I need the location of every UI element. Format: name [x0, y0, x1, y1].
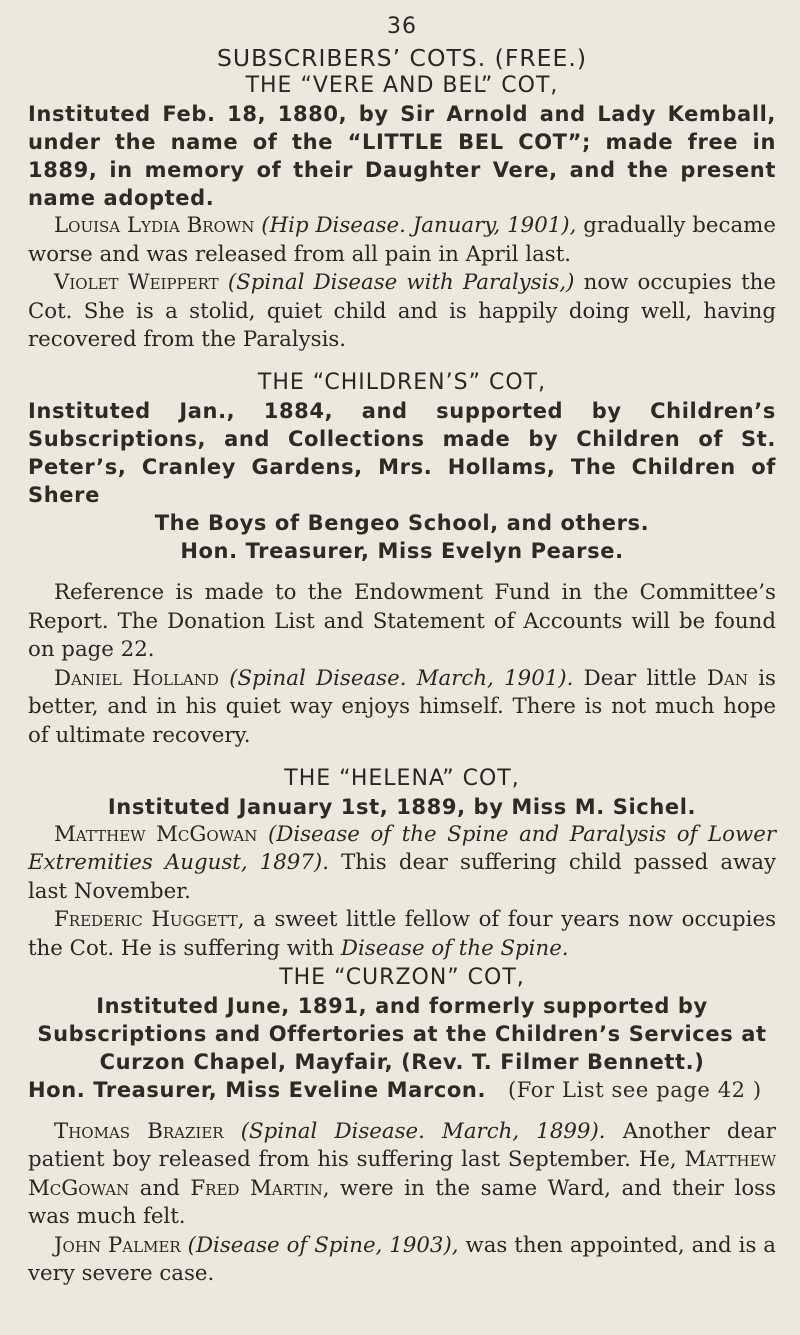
patient-text: was then appointed, and is a very severe case. [28, 1232, 777, 1287]
patient-text-continued: is better, and in his quiet way enjoys himself. There is not much hope of ultimate recovery. [28, 665, 776, 748]
patient-text: Another dear patient boy released from his suffering last September. He, [28, 1118, 776, 1173]
institution-text: Instituted January 1st, 1889, by Miss M. Sichel. [107, 794, 697, 819]
section-curzon-cot [28, 964, 776, 1290]
patient-text: gradually became worse and was released from all pain in April last. [28, 213, 776, 267]
patient-note: (Disease of Spine, 1903), [187, 1232, 459, 1258]
section-vere-and-bel-cot [28, 72, 776, 355]
treasurer-line: Hon. Treasurer, Miss Evelyn Pearse. [180, 538, 624, 563]
patient-text-continued: and [129, 1175, 191, 1201]
section-title: THE “CURZON” COT, [279, 964, 525, 990]
section-title: THE “HELENA” COT, [284, 765, 520, 791]
treasurer-line [28, 1076, 776, 1104]
patient-name: John Palmer [54, 1232, 181, 1258]
patient-name: Violet Weippert [54, 270, 219, 296]
patient-entry [28, 1118, 776, 1232]
patient-entry [28, 821, 776, 907]
institution-text: Instituted Feb. 18, 1880, by Sir Arnold and Lady Kemball, under the name of the “LITTLE BEL COT”; made free in 1889, in memory of their Daughter Vere, and the present name adopted. [28, 102, 776, 210]
patient-entry [28, 665, 776, 751]
patient-name-ref: Fred Martin [190, 1175, 323, 1201]
section-title: THE “VERE AND BEL” COT, [245, 73, 559, 98]
institution-text: Instituted Jan., 1884, and supported by Children’s Subscriptions, and Collections made by Children of St. Peter’s, Cranley Gardens, Mrs. Hollams, The Children of Shere [28, 398, 776, 507]
patient-note: (Spinal Disease with Paralysis,) [227, 270, 575, 296]
patient-note: (Spinal Disease. March, 1899). [240, 1118, 606, 1144]
patient-name: Frederic Huggett, [54, 907, 245, 933]
page-number: 36 [387, 14, 417, 39]
reference-text: Reference is made to the Endowment Fund in the Committee’s Report. The Donation List and Statement of Accounts will be found on page 22. [28, 579, 776, 663]
patient-text-continued: , were in the same Ward, and their loss was much felt. [28, 1175, 776, 1230]
patient-name: Daniel Holland [54, 665, 219, 691]
section-helena-cot [28, 765, 776, 964]
patient-text: a sweet little fellow of four years now occupies the Cot. He is suffering with [28, 907, 776, 961]
patient-entry [28, 906, 776, 963]
patient-text: This dear suffering child passed away last November. [28, 850, 777, 904]
patient-entry [28, 212, 776, 269]
patient-name: Thomas Brazier [54, 1118, 224, 1144]
section-title: THE “CHILDREN’S” COT, [257, 369, 547, 395]
patient-note: (Hip Disease. January, 1901), [261, 213, 577, 238]
patient-note: Disease of the Spine. [340, 935, 569, 961]
page-heading: SUBSCRIBERS’ COTS. (FREE.) [216, 44, 588, 72]
patient-entry [28, 269, 776, 355]
institution-text: Instituted June, 1891, and formerly supported by Subscriptions and Offertories at the Children’s Services at Curzon Chapel, Mayfair, (Rev. T. Filmer Bennett.) [37, 993, 767, 1074]
patient-note: (Disease of the Spine and Paralysis of Lower Extremities August, 1897). [28, 821, 777, 876]
treasurer-name: Hon. Treasurer, Miss Eveline Marcon. [28, 1077, 487, 1102]
patient-name-ref: Dan [706, 665, 748, 691]
section-childrens-cot [28, 369, 776, 751]
patient-note: (Spinal Disease. March, 1901). [229, 665, 574, 691]
patient-name: Matthew McGowan [54, 821, 258, 847]
patient-text: Dear little [573, 665, 707, 691]
treasurer-note: (For List see page 42 ) [507, 1077, 762, 1102]
patient-entry [28, 1232, 776, 1289]
institution-text-continued: The Boys of Bengeo School, and others. [154, 510, 650, 535]
patient-text: now occupies the Cot. She is a stolid, quiet child and is happily doing well, having recovered from the Paralysis. [28, 270, 776, 353]
patient-name-ref: Matthew McGowan [28, 1147, 776, 1201]
patient-name: Louisa Lydia Brown [54, 213, 255, 238]
